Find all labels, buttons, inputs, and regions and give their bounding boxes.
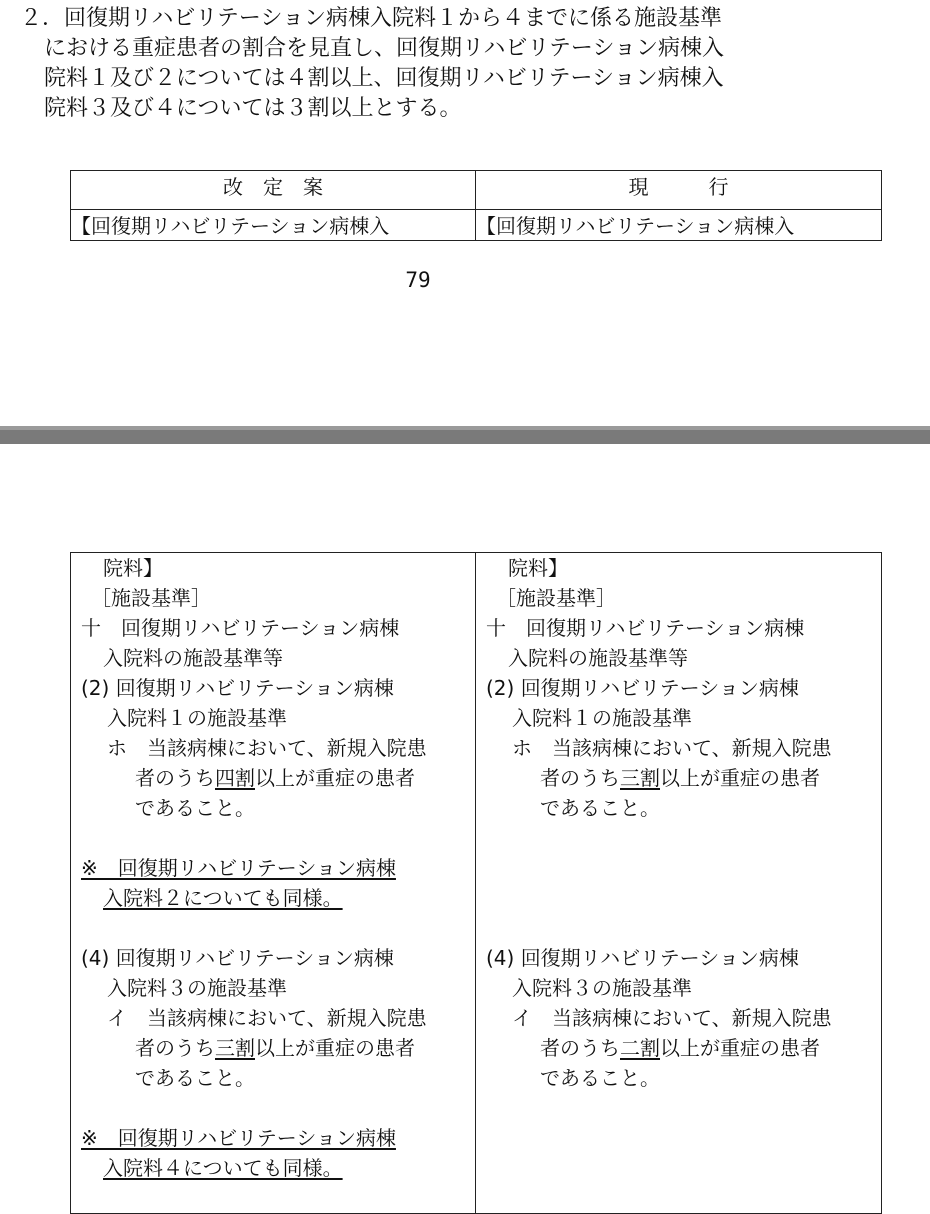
text-line: であること。: [540, 796, 660, 820]
text-line: 入院料の施設基準等: [103, 646, 283, 670]
intro-line: 院料１及び２については４割以上、回復期リハビリテーション病棟入: [44, 66, 724, 91]
changed-text: 二割: [620, 1036, 660, 1060]
text-line: ［施設基準］: [91, 586, 211, 610]
changed-text: 三割: [620, 766, 660, 790]
column-header-current: 現 行: [476, 171, 882, 210]
column-header-revised: 改 定 案: [71, 171, 476, 210]
text-line: 入院料３の施設基準: [107, 976, 287, 1000]
text-line: 院料】: [103, 556, 163, 580]
text-line: ホ 当該病棟において、新規入院患: [107, 736, 427, 760]
page-bottom: [0, 444, 930, 1200]
text-line: 者のうち二割以上が重症の患者: [540, 1036, 820, 1060]
text-line: 者のうち四割以上が重症の患者: [135, 766, 415, 790]
text-line: 者のうち三割以上が重症の患者: [540, 766, 820, 790]
text-line: 入院料１の施設基準: [107, 706, 287, 730]
intro-line: ２．回復期リハビリテーション病棟入院料１から４までに係る施設基準: [20, 6, 723, 31]
changed-text: 三割: [215, 1036, 255, 1060]
intro-line: における重症患者の割合を見直し、回復期リハビリテーション病棟入: [44, 36, 725, 61]
text-line: 十 回復期リハビリテーション病棟: [81, 616, 400, 640]
text-line: 入院料１の施設基準: [512, 706, 692, 730]
text-line: (2) 回復期リハビリテーション病棟: [81, 676, 394, 700]
text-line: ［施設基準］: [496, 586, 616, 610]
page-separator: [0, 426, 930, 444]
text-line: 者のうち三割以上が重症の患者: [135, 1036, 415, 1060]
revised-cell: 【回復期リハビリテーション病棟入: [71, 210, 476, 241]
text-line: であること。: [135, 1066, 255, 1090]
text-line: ホ 当該病棟において、新規入院患: [512, 736, 832, 760]
text-line: (4) 回復期リハビリテーション病棟: [486, 946, 799, 970]
text-line: 入院料３の施設基準: [512, 976, 692, 1000]
intro-paragraph: [20, 4, 900, 124]
comparison-table-header: [70, 170, 882, 241]
note-line: ※ 回復期リハビリテーション病棟: [81, 1126, 396, 1150]
text-line: イ 当該病棟において、新規入院患: [512, 1006, 832, 1030]
note-line: 入院料２についても同様。: [103, 886, 343, 910]
intro-line: 院料３及び４については３割以上とする。: [44, 96, 462, 121]
text-line: 院料】: [508, 556, 568, 580]
text-line: (4) 回復期リハビリテーション病棟: [81, 946, 394, 970]
page-top: [0, 0, 930, 426]
text-line: であること。: [540, 1066, 660, 1090]
text-line: であること。: [135, 796, 255, 820]
text-line: 十 回復期リハビリテーション病棟: [486, 616, 805, 640]
page-number: 79: [405, 268, 431, 292]
comparison-table-body: [70, 552, 882, 1214]
text-line: (2) 回復期リハビリテーション病棟: [486, 676, 799, 700]
note-line: ※ 回復期リハビリテーション病棟: [81, 856, 396, 880]
note-line: 入院料４についても同様。: [103, 1156, 343, 1180]
revised-column: [71, 553, 476, 1214]
current-cell: 【回復期リハビリテーション病棟入: [476, 210, 882, 241]
text-line: 入院料の施設基準等: [508, 646, 688, 670]
current-column: [476, 553, 882, 1214]
text-line: イ 当該病棟において、新規入院患: [107, 1006, 427, 1030]
changed-text: 四割: [215, 766, 255, 790]
